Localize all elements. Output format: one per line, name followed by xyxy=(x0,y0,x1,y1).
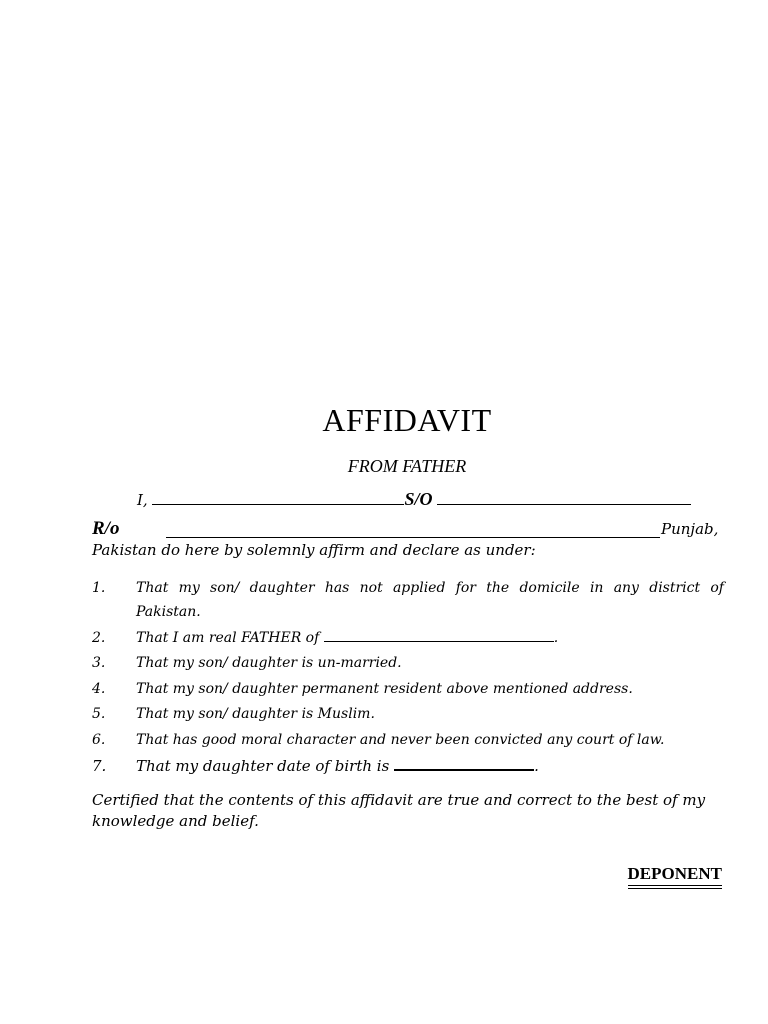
item-text-before: That I am real FATHER of xyxy=(136,630,320,646)
name-blank[interactable] xyxy=(152,503,404,505)
certification-text: Certified that the contents of this affidavit are true and correct to the best of my knowledge and belief. xyxy=(92,791,706,830)
intro-line xyxy=(137,489,691,510)
item-text-before: That my daughter date of birth is xyxy=(136,757,390,775)
deponent-signature-label: DEPONENT xyxy=(628,864,722,886)
item-text: That my son/ daughter is Muslim. xyxy=(136,706,375,722)
so-label: S/O xyxy=(404,489,433,509)
item-number: 6. xyxy=(92,732,106,748)
item-text: That has good moral character and never been convicted any court of law. xyxy=(136,732,665,748)
item-text: That my son/ daughter is un-married. xyxy=(136,655,402,671)
item-continuation: Pakistan. xyxy=(136,604,201,620)
item-text-after: . xyxy=(534,757,539,775)
dob-blank[interactable] xyxy=(394,768,534,771)
item-text-after: . xyxy=(553,630,559,646)
item-text xyxy=(136,757,724,775)
intro-prefix: I, xyxy=(137,491,148,509)
ro-label: R/o xyxy=(92,518,120,539)
item-text: That my son/ daughter has not applied for the domicile in any district of xyxy=(136,580,724,596)
document-subtitle: FROM FATHER xyxy=(347,456,467,476)
item-number: 3. xyxy=(92,655,106,671)
item-number: 4. xyxy=(92,681,106,697)
father-name-blank[interactable] xyxy=(437,503,691,505)
child-name-blank[interactable] xyxy=(324,640,554,642)
ro-continuation: Pakistan do here by solemnly affirm and declare as under: xyxy=(92,541,536,559)
item-number: 1. xyxy=(92,580,106,596)
item-text xyxy=(136,630,724,646)
address-blank[interactable] xyxy=(166,537,660,538)
item-text: That my son/ daughter permanent resident above mentioned address. xyxy=(136,681,633,697)
document-title: AFFIDAVIT xyxy=(322,402,492,438)
item-number: 5. xyxy=(92,706,106,722)
ro-suffix: Punjab, xyxy=(661,520,719,538)
item-number: 2. xyxy=(92,630,106,646)
item-number: 7. xyxy=(92,757,107,775)
